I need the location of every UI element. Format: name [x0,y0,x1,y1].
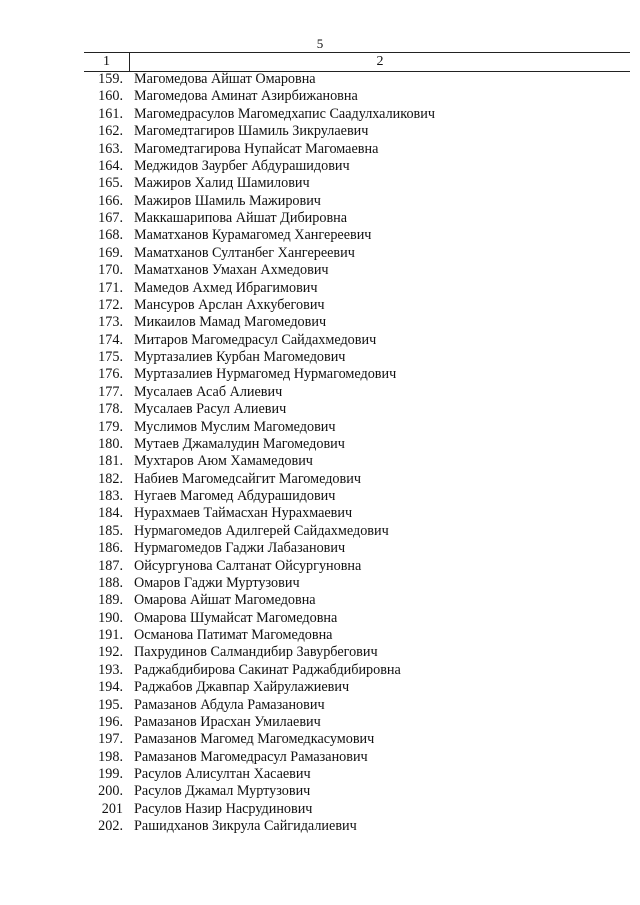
list-item [0,679,640,696]
list-item-name: Нугаев Магомед Абдурашидович [134,488,336,504]
list-item-name: Магомедова Аминат Азирбижановна [134,88,358,105]
list-item-name: Мусалаев Расул Алиевич [134,401,287,418]
list-item-name: Магомедрасулов Магомедхапис Саадулхаликович [134,105,435,122]
list-item-number: 184. [98,505,123,522]
name-list [0,71,640,836]
list-item-number: 192. [98,644,123,661]
list-item-name: Муртазалиев Нурмагомед Нурмагомедович [134,366,397,383]
list-item-name: Муслимов Муслим Магомедович [134,418,336,435]
list-item-name: Омарова Шумайсат Магомедовна [134,609,338,626]
list-item [0,419,640,436]
list-item-name: Мажиров Халид Шамилович [134,175,310,192]
list-item [0,453,640,470]
header-column-name: 2 [376,54,384,69]
list-item [0,558,640,575]
list-item-number: 181. [98,453,123,470]
list-item-name: Османова Патимат Магомедовна [134,627,333,643]
list-item-number: 172. [98,296,123,313]
list-item-name: Маматханов Умахан Ахмедович [134,262,329,279]
list-item-name: Омаров Гаджи Муртузович [134,574,300,591]
list-item-number: 197. [98,731,123,748]
list-item-number: 194. [98,679,123,696]
list-item-number: 191. [98,627,123,643]
list-item-number: 188. [98,574,123,591]
list-item-number: 193. [98,661,123,678]
list-item-number: 180. [98,435,123,452]
table-header [84,52,630,72]
list-item-name: Мамедов Ахмед Ибрагимович [134,279,318,296]
list-item [0,714,640,731]
list-item-number: 166. [98,192,123,209]
list-item-name: Микаилов Мамад Магомедович [134,314,327,331]
list-item-number: 182. [98,470,123,487]
list-item-name: Рамазанов Магомед Магомедкасумович [134,731,375,748]
list-item [0,731,640,748]
list-item [0,280,640,297]
list-item [0,314,640,331]
list-item-number: 196. [98,713,123,730]
list-item-name: Мутаев Джамалудин Магомедович [134,435,345,452]
list-item-name: Пахрудинов Салмандибир Завурбегович [134,644,378,661]
list-item-number: 178. [98,401,123,418]
list-item [0,627,640,644]
list-item [0,366,640,383]
list-item [0,662,640,679]
list-item [0,471,640,488]
header-column-number: 1 [84,53,130,71]
list-item-number: 195. [98,696,123,713]
list-item-name: Набиев Магомедсайгит Магомедович [134,470,361,487]
list-item-name: Рамазанов Абдула Рамазанович [134,696,325,713]
list-item-number: 173. [98,314,123,331]
list-item [0,141,640,158]
list-item [0,123,640,140]
list-item-number: 186. [98,540,123,557]
list-item-number: 190. [98,609,123,626]
list-item-name: Расулов Алисултан Хасаевич [134,766,311,782]
list-item-number: 174. [98,331,123,348]
list-item-name: Нурмагомедов Адилгерей Сайдахмедович [134,522,389,539]
list-item-name: Раджабов Джавпар Хайрулажиевич [134,679,350,696]
list-item-name: Маматханов Курамагомед Хангереевич [134,227,372,244]
list-item [0,106,640,123]
list-item [0,193,640,210]
list-item-number: 170. [98,262,123,279]
list-item-number: 159. [98,71,123,87]
list-item-name: Магомедова Айшат Омаровна [134,71,316,87]
list-item [0,436,640,453]
list-item-name: Магомедтагирова Нупайсат Магомаевна [134,140,379,157]
list-item [0,71,640,88]
list-item-name: Омарова Айшат Магомедовна [134,592,316,609]
list-item-number: 187. [98,557,123,574]
list-item-name: Расулов Назир Насрудинович [134,800,313,817]
list-item-number: 164. [98,157,123,174]
list-item-number: 171. [98,279,123,296]
list-item-number: 161. [98,105,123,122]
list-item [0,575,640,592]
list-item [0,801,640,818]
list-item-name: Муртазалиев Курбан Магомедович [134,349,346,365]
list-item-number: 198. [98,748,123,765]
list-item-name: Нурмагомедов Гаджи Лабазанович [134,540,346,557]
list-item [0,592,640,609]
list-item [0,644,640,661]
list-item [0,697,640,714]
list-item-number: 167. [98,210,123,226]
list-item [0,540,640,557]
list-item-number: 201 [101,800,123,817]
page-number: 5 [316,36,324,51]
list-item-number: 169. [98,244,123,261]
list-item-name: Мусалаев Асаб Алиевич [134,383,283,400]
list-item-name: Маккашарипова Айшат Дибировна [134,210,348,226]
list-item-number: 165. [98,175,123,192]
list-item-name: Магомедтагиров Шамиль Зикрулаевич [134,123,369,140]
list-item [0,175,640,192]
list-item-number: 200. [98,783,123,800]
list-item [0,210,640,227]
list-item [0,158,640,175]
list-item-number: 179. [98,418,123,435]
list-item [0,749,640,766]
list-item-name: Мансуров Арслан Ахкубегович [134,296,325,313]
list-item [0,88,640,105]
list-item [0,766,640,783]
list-item [0,384,640,401]
list-item [0,488,640,505]
list-item-name: Рашидханов Зикрула Сайгидалиевич [134,818,357,835]
list-item-number: 175. [98,349,123,365]
list-item-name: Маматханов Султанбег Хангереевич [134,244,355,261]
list-item-name: Рамазанов Ирасхан Умилаевич [134,713,321,730]
list-item [0,262,640,279]
list-item-number: 189. [98,592,123,609]
list-item-name: Расулов Джамал Муртузович [134,783,311,800]
list-item-name: Рамазанов Магомедрасул Рамазанович [134,748,368,765]
list-item-name: Меджидов Заурбег Абдурашидович [134,157,350,174]
list-item [0,505,640,522]
list-item-number: 202. [98,818,123,835]
list-item-name: Нурахмаев Таймасхан Нурахмаевич [134,505,353,522]
list-item [0,297,640,314]
list-item-name: Раджабдибирова Сакинат Раджабдибировна [134,661,401,678]
list-item-number: 185. [98,522,123,539]
list-item [0,245,640,262]
list-item [0,227,640,244]
list-item-number: 162. [98,123,123,140]
list-item [0,332,640,349]
list-item-name: Мажиров Шамиль Мажирович [134,192,321,209]
list-item-number: 160. [98,88,123,105]
list-item [0,610,640,627]
list-item-number: 176. [98,366,123,383]
list-item-number: 168. [98,227,123,244]
list-item-number: 163. [98,140,123,157]
list-item-name: Ойсургунова Салтанат Ойсургуновна [134,557,362,574]
list-item-number: 183. [98,488,123,504]
list-item-name: Мухтаров Аюм Хамамедович [134,453,313,470]
list-item [0,783,640,800]
list-item-number: 199. [98,766,123,782]
list-item-name: Митаров Магомедрасул Сайдахмедович [134,331,377,348]
list-item [0,523,640,540]
list-item [0,401,640,418]
list-item [0,818,640,835]
list-item [0,349,640,366]
list-item-number: 177. [98,383,123,400]
